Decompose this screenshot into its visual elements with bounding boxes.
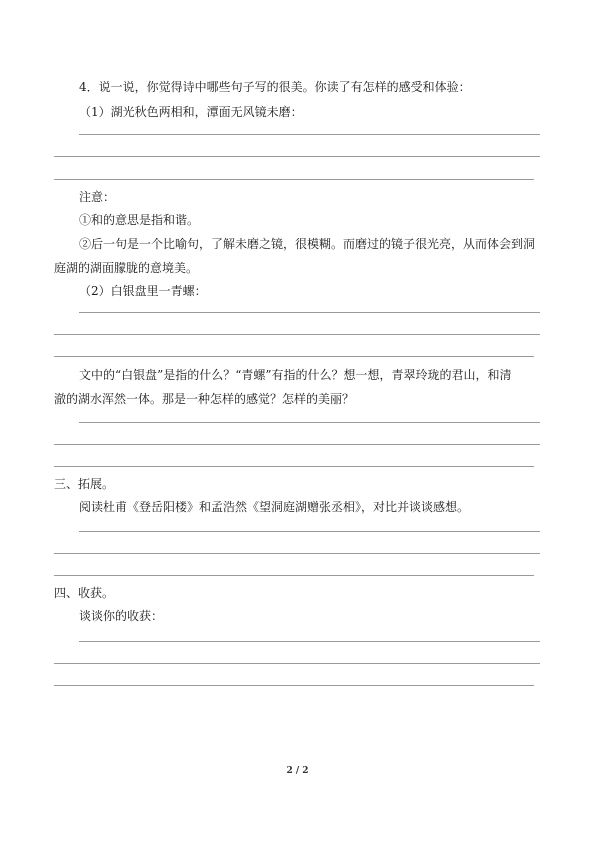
note-2-line1: ②后一句是一个比喻句，了解未磨之镜，很模糊。而磨过的镜子很光亮，从而体会到洞 (79, 237, 536, 251)
section3-title: 三、拓展。 (54, 477, 115, 491)
answer-line[interactable] (79, 312, 540, 313)
answer-line[interactable] (54, 156, 540, 157)
prompt-line1: 文中的“白银盘”是指的什么？“青螺”有指的什么？想一想，青翠玲珑的君山，和清 (79, 368, 512, 382)
q4-item2: （2）白银盘里一青螺： (79, 284, 207, 298)
answer-line[interactable] (54, 444, 540, 445)
note-2-line2: 庭湖的湖面朦胧的意境美。 (54, 261, 199, 275)
answer-line[interactable] (54, 575, 534, 576)
section4-text: 谈谈你的收获： (79, 609, 164, 623)
answer-line[interactable] (79, 134, 540, 135)
answer-line[interactable] (79, 422, 540, 423)
answer-line[interactable] (54, 466, 534, 467)
section4-title: 四、收获。 (54, 586, 115, 600)
q4-title: 4．说一说，你觉得诗中哪些句子写的很美。你读了有怎样的感受和体验： (79, 80, 471, 94)
prompt-line2: 澈的湖水浑然一体。那是一种怎样的感觉？怎样的美丽？ (54, 392, 355, 406)
q4-item1: （1）湖光秋色两相和，潭面无风镜未磨： (79, 105, 303, 119)
answer-line[interactable] (79, 641, 540, 642)
answer-line[interactable] (54, 685, 534, 686)
note-label: 注意： (79, 190, 116, 204)
answer-line[interactable] (79, 531, 540, 532)
answer-line[interactable] (54, 356, 534, 357)
note-1: ①和的意思是指和谐。 (79, 213, 200, 227)
section3-text: 阅读杜甫《登岳阳楼》和孟浩然《望洞庭湖赠张丞相》，对比并谈谈感想。 (79, 500, 470, 514)
answer-line[interactable] (54, 179, 534, 180)
answer-line[interactable] (54, 553, 540, 554)
answer-line[interactable] (54, 663, 540, 664)
answer-line[interactable] (54, 334, 540, 335)
page-number: 2 / 2 (286, 766, 309, 776)
